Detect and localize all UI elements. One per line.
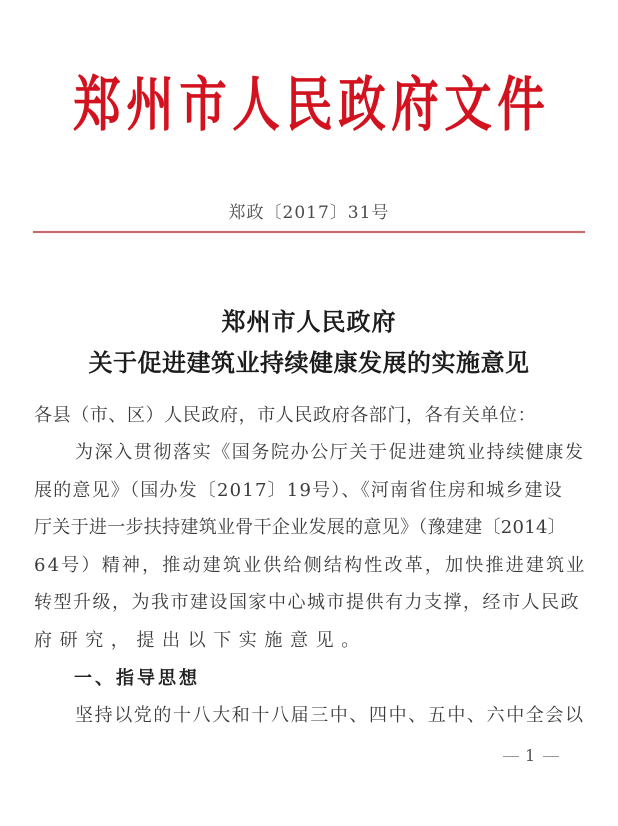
issuer-char: 件 [497,69,545,140]
paragraph-text: 坚持以党的十八大和十八届三中、四中、五中、六中全会以 [75,705,585,726]
dash-left [503,756,519,757]
paragraph-text: 展的意见》（国办发〔2017〕19号）、《河南省住房和城乡建设 [34,480,563,501]
issuer-char: 人 [232,69,280,140]
paragraph-line [75,703,586,729]
paragraph-line [34,628,586,654]
addressee-line [34,403,586,429]
paragraph-text: 府研究，提出以下实施意见。 [34,630,367,651]
dash-right [543,756,559,757]
paragraph-text: 厅关于进一步扶持建筑业骨干企业发展的意见》（豫建建〔2014〕 [34,517,567,538]
paragraph-text: 转型升级，为我市建设国家中心城市提供有力支撑，经市人民政 [34,592,580,613]
page-number [497,746,565,765]
issuer-char: 政 [338,69,386,140]
issuer-char: 府 [391,69,439,140]
section-heading: 一、指导思想 [74,668,200,689]
page-number-value: 1 [525,746,538,765]
paragraph-line [75,440,586,466]
paragraph-line [34,515,586,541]
issuer-char: 郑 [73,69,121,140]
paragraph-line [34,553,586,579]
issuer-char: 民 [285,69,333,140]
issuer-char: 文 [444,69,492,140]
document-title-issuer: 郑州市人民政府 [221,307,397,336]
red-divider-line [33,231,585,233]
addressee-text: 各县（市、区）人民政府，市人民政府各部门，各有关单位： [34,405,537,426]
issuer-header [72,70,546,140]
paragraph-text: 为深入贯彻落实《国务院办公厅关于促进建筑业持续健康发 [75,442,585,463]
document-number: 郑政〔2017〕31号 [228,203,390,223]
paragraph-line [34,478,586,504]
paragraph-text: 64号）精神，推动建筑业供给侧结构性改革，加快推进建筑业 [34,555,587,576]
paragraph-line [34,590,586,616]
document-title-subject: 关于促进建筑业持续健康发展的实施意见 [88,348,530,377]
issuer-char: 州 [126,69,174,140]
issuer-char: 市 [179,69,227,140]
